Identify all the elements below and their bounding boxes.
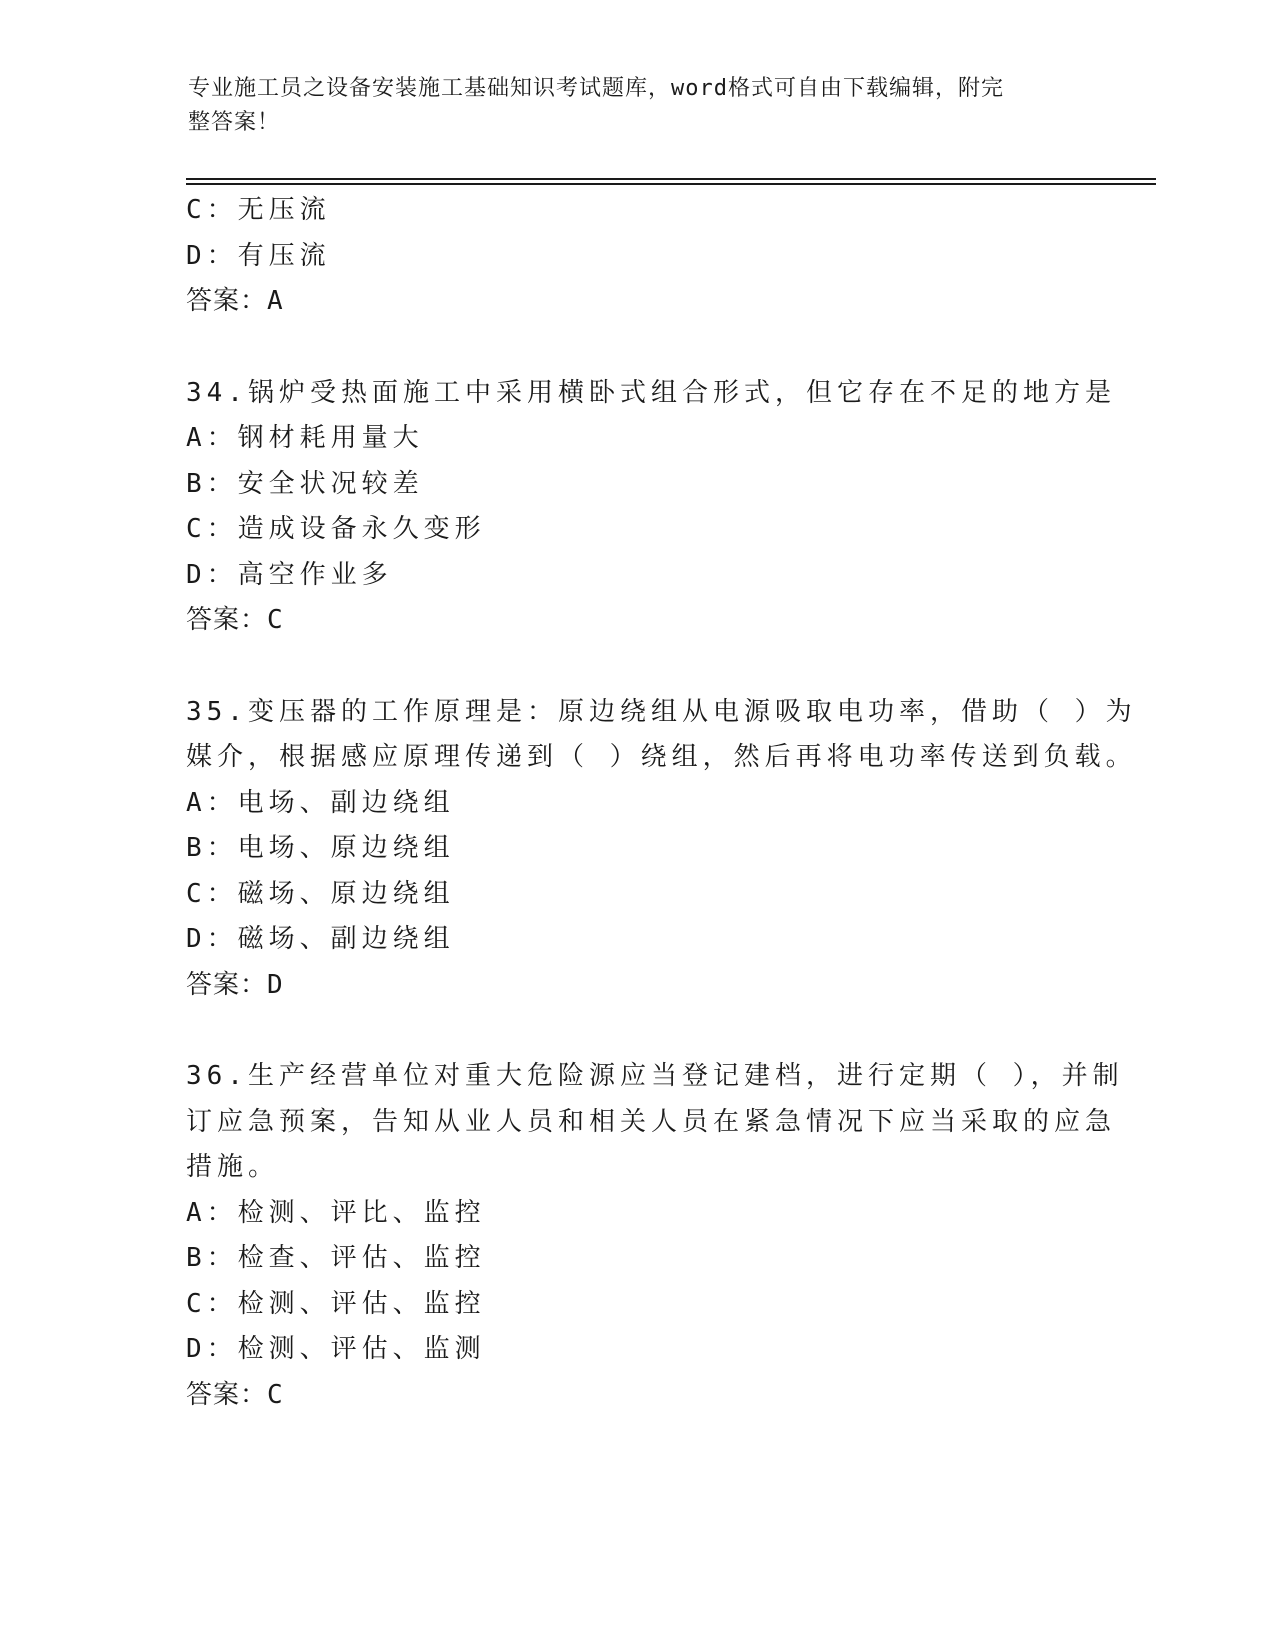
question-text: 34.锅炉受热面施工中采用横卧式组合形式，但它存在不足的地方是 (186, 377, 1116, 408)
option-d: D：高空作业多 (186, 559, 393, 590)
question-text-line-2: 订应急预案，告知从业人员和相关人员在紧急情况下应当采取的应急 (186, 1106, 1117, 1137)
answer: 答案：A (186, 286, 284, 316)
option-b: B：电场、原边绕组 (186, 833, 455, 863)
question-text-line-1: 36.生产经营单位对重大危险源应当登记建档，进行定期（ ），并制 (186, 1061, 1124, 1091)
option-d: D：检测、评估、监测 (186, 1334, 486, 1364)
spacer (186, 1008, 1066, 1054)
option-a: A：检测、评比、监控 (186, 1197, 486, 1228)
option-c: C：检测、评估、监控 (186, 1288, 486, 1319)
question-35 (186, 690, 1137, 1009)
spacer (186, 644, 1066, 690)
option-a: A：电场、副边绕组 (186, 787, 455, 818)
question-34 (186, 371, 1116, 644)
option-b: B：安全状况较差 (186, 468, 424, 499)
spacer (186, 325, 1066, 371)
answer: 答案：D (186, 969, 284, 1000)
option-c: C：造成设备永久变形 (186, 514, 486, 544)
option-c: C：无压流 (186, 195, 331, 225)
question-text-line-3: 措施。 (186, 1152, 280, 1182)
page-header (188, 72, 1068, 140)
question-36 (186, 1054, 1124, 1418)
answer: 答案：C (186, 1379, 284, 1410)
answer: 答案：C (186, 605, 284, 635)
question-33-continued (186, 188, 1066, 325)
header-rule-bottom (186, 183, 1156, 185)
option-d: D：磁场、副边绕组 (186, 924, 455, 954)
option-c: C：磁场、原边绕组 (186, 878, 455, 909)
option-d: D：有压流 (186, 240, 331, 271)
option-b: B：检查、评估、监控 (186, 1243, 486, 1273)
option-a: A：钢材耗用量大 (186, 423, 424, 453)
question-list (186, 188, 1137, 1418)
question-text-line-1: 35.变压器的工作原理是：原边绕组从电源吸取电功率，借助（ ）为 (186, 696, 1137, 727)
header-line-2: 整答案！ (188, 110, 281, 135)
question-text-line-2: 媒介，根据感应原理传递到（ ）绕组，然后再将电功率传送到负载。 (186, 742, 1137, 772)
header-line-1: 专业施工员之设备安装施工基础知识考试题库，word格式可自由下载编辑，附完 (188, 76, 1004, 101)
header-rule-top (186, 178, 1156, 180)
